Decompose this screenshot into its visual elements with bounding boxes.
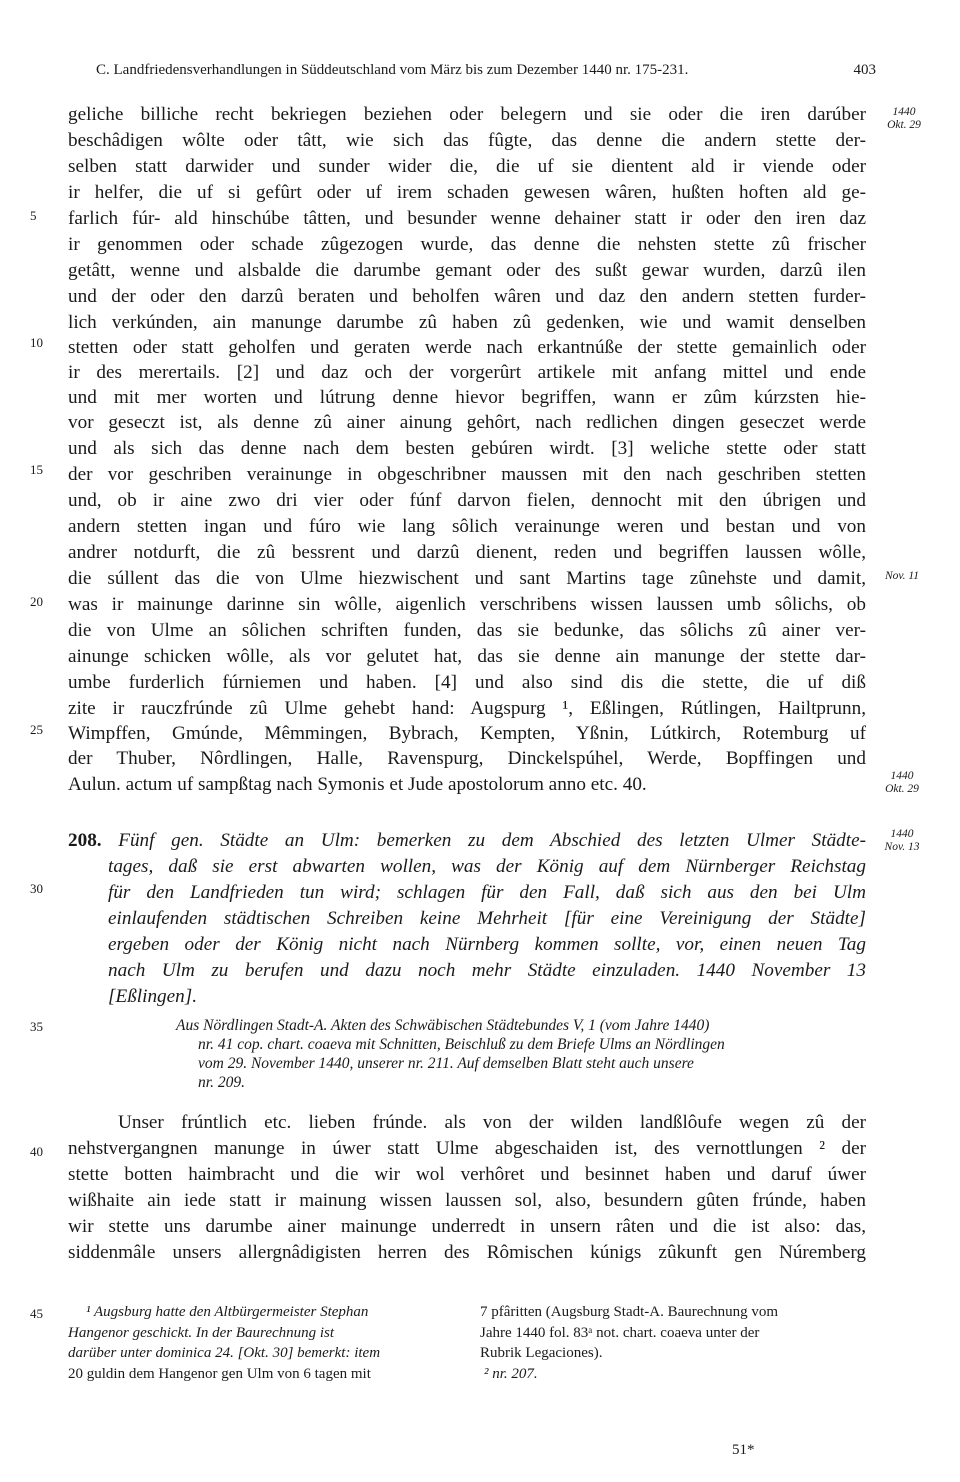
footnote-line: Hangenor geschickt. In der Baurechnung ist [68,1324,335,1341]
regest-line: einlaufenden städtischen Schreiben keine Mehrheit [für eine Vereinigung der Städte] [108,908,866,929]
regest-line [68,828,866,853]
footnote-line: darüber unter dominica 24. [Okt. 30] bemerkt: item [68,1345,381,1361]
text-line: ir des merertails. [2] und daz och der vorgerûrt artikele mit anfang mittel und ende [68,362,866,383]
footnote-line: 20 guldin dem Hangenor gen Ulm von 6 tagen mit [68,1365,371,1382]
text-line: beschâdigen wôlte oder tâtt, wie sich das fûgte, das denne die andern stette der- [68,130,866,151]
line-number: 30 [30,881,43,896]
letter-line: siddenmâle unsers allergnâdigisten herren des Rômischen kúnigs zûkunft gen Núremberg [68,1242,866,1263]
footnote-line: Rubrik Legaciones). [480,1345,603,1361]
text-line: die súllent das die von Ulme hiezwischent und sant Martins tage zûnehste und damit, [68,568,866,589]
footnote-line: ² nr. 207. [484,1365,538,1382]
text-line: farlich fúr- ald hinschúbe tâtten, und besunder wenne dehainer statt ir oder den iren daz [68,208,866,229]
text-line: vor geseczt ist, als denne zû ainer ainung gehôrt, nach redlichen dingen geseczet werde [68,412,866,433]
text-line: geliche billiche recht bekriegen beziehen oder belegern und sie oder die iren darúber [68,104,866,125]
source-line: nr. 41 cop. chart. coaeva mit Schnitten, Beischluß zu dem Briefe Ulms an Nördlingen [198,1036,725,1053]
text-line: ir genommen oder schade zûgezogen wurde, das denne die nehsten stette zû frischer [68,234,866,255]
margin-note-nov11: Nov. 11 [884,570,920,582]
text-line: Aulun. actum uf sampßtag nach Symonis et Jude apostolorum anno etc. 40. [68,774,647,795]
header-title: C. Landfriedensverhandlungen in Süddeutschland vom März bis zum Dezember 1440 nr. 175-231. [96,62,689,78]
letter-line: wißhaite ain iede statt ir mainung wissen laussen sol, also, besundern gûten frúnde, haben [68,1190,866,1211]
regest-line: [Eßlingen]. [108,986,198,1007]
margin-date: Nov. 13 [884,841,920,853]
text-line: selben statt darwider und sunder wider die, die uf sie dientent ald ir viende oder [68,156,866,177]
line-number: 15 [30,462,43,477]
letter-line: nehstvergangnen manunge in úwer statt Ulme abgeschaiden ist, des vernottlungen ² der [68,1138,866,1159]
text-line: zite ir rauczfrúnde zû Ulme gehebt hand: Augspurg ¹, Eßlingen, Rútlingen, Hailtprunn, [68,698,866,719]
regest-208 [68,828,866,853]
text-line: die von Ulme an sôlichen schriften funden, das sie bedunke, das sôlichs zû ainer ver- [68,620,866,641]
line-number: 35 [30,1019,43,1034]
margin-year: 1440 [890,770,914,782]
margin-year: 1440 [892,106,916,118]
entry-number: 208. [68,830,102,851]
source-note [176,1016,866,1092]
letter-line: stette botten haimbracht und die wir wol verhôret und besinnet haben und daruf úwer [68,1164,866,1185]
footnote-left [68,1302,456,1384]
text-line: und der oder den darzû beraten und beholfen wâren und daz den andern stetten furder- [68,286,866,307]
source-line: vom 29. November 1440, unserer nr. 211. Auf demselben Blatt steht auch unsere [198,1055,694,1072]
regest-line: ergeben oder der König nicht nach Nürnberg kommen sollte, vor, einen neuen Tag [108,934,866,955]
signature-mark: 51* [732,1442,755,1458]
text-line: Wimpffen, Gmúnde, Mêmmingen, Bybrach, Kempten, Yßnin, Lútkirch, Rotemburg uf [68,723,866,744]
text-line: und, ob ir aine zwo dri vier oder fúnf darvon fielen, dennocht mit den úbrigen und [68,490,866,511]
source-line: Aus Nördlingen Stadt-A. Akten des Schwäbischen Städtebundes V, 1 (vom Jahre 1440) [176,1017,710,1034]
margin-date: Okt. 29 [885,783,919,795]
footnote-line: Jahre 1440 fol. 83ᵃ not. chart. coaeva unter der [480,1324,760,1341]
regest-line: für den Landfrieden tun wird; schlagen für den Fall, daß sich aus den bei Ulm [108,882,866,903]
text-line: was ir mainunge darinne sin wôlle, aigenlich verschribens wissen laussen umb sôlichs, ob [68,594,866,615]
regest-text: Fünf gen. Städte an Ulm: bemerken zu dem Abschied des letzten Ulmer Städte- [118,830,867,851]
margin-note-okt29-end [872,770,932,796]
footnote-right [480,1302,866,1384]
line-number: 25 [30,722,43,737]
text-line: lich verkúnden, ain manunge darumbe zû haben zû gedenken, wie und wamit denselben [68,312,866,333]
text-line: und als sich das denne nach dem besten gebúren wirdt. [3] weliche stette oder statt [68,438,866,459]
text-line: der Thuber, Nôrdlingen, Halle, Ravenspurg, Dinckelspúhel, Werde, Bopffingen und [68,748,866,769]
line-number: 40 [30,1144,43,1159]
margin-note-okt29 [874,106,934,132]
margin-date: Okt. 29 [887,119,921,131]
line-number: 45 [30,1306,43,1321]
source-line: nr. 209. [198,1074,245,1091]
text-line: der vor geschriben verainunge in obgeschribner maussen mit den nach geschriben stetten [68,464,866,485]
text-line: getâtt, wenne und alsbalde die darumbe gemant oder des sußt gewar wurden, darzû ilen [68,260,866,281]
text-line: und mit mer worten und lútrung denne hievor begriffen, wann er zûm kúrzsten hie- [68,387,866,408]
regest-line: tages, daß sie erst abwarten wollen, was der König auf dem Nürnberger Reichstag [108,856,866,877]
regest-line: nach Ulm zu berufen und dazu noch mehr Städte einzuladen. 1440 November 13 [108,960,866,981]
margin-note-nov13 [872,828,932,854]
letter-line: wir stette uns darumbe ainer mainunge underredt in unsern râten und die ist also: das, [68,1216,866,1237]
line-number: 10 [30,335,43,350]
line-number: 5 [30,208,37,223]
footnote-line: ¹ Augsburg hatte den Altbürgermeister Stephan [86,1304,369,1320]
text-line: ir helfer, die uf si gefûrt oder uf irem schaden gewesen wâren, hußten hoften ald ge- [68,182,866,203]
letter-line: Unser frúntlich etc. lieben frúnde. als von der wilden landßlôufe wegen zû der [118,1112,866,1133]
text-line: umbe furderlich fúrniemen und haben. [4] und also sind dis die stette, die uf diß [68,672,866,693]
text-line: ainunge schicken wôlle, als vor gelutet hat, das sie denne ain manunge der stette dar- [68,646,866,667]
line-number: 20 [30,594,43,609]
text-line: andern stetten ingan und fúro wie lang sôlich verainunge weren und bestan und von [68,516,866,537]
text-line: stetten oder statt geholfen und geraten werde nach erkantnúße der stette gemainlich oder [68,337,866,358]
text-line: andrer notdurft, die zû bessrent und darzû dienent, reden und begriffen laussen wôlle, [68,542,866,563]
margin-year: 1440 [890,828,914,840]
running-header [96,62,876,79]
footnote-line: 7 pfâritten (Augsburg Stadt-A. Baurechnung vom [480,1304,779,1320]
page-number: 403 [853,62,876,78]
